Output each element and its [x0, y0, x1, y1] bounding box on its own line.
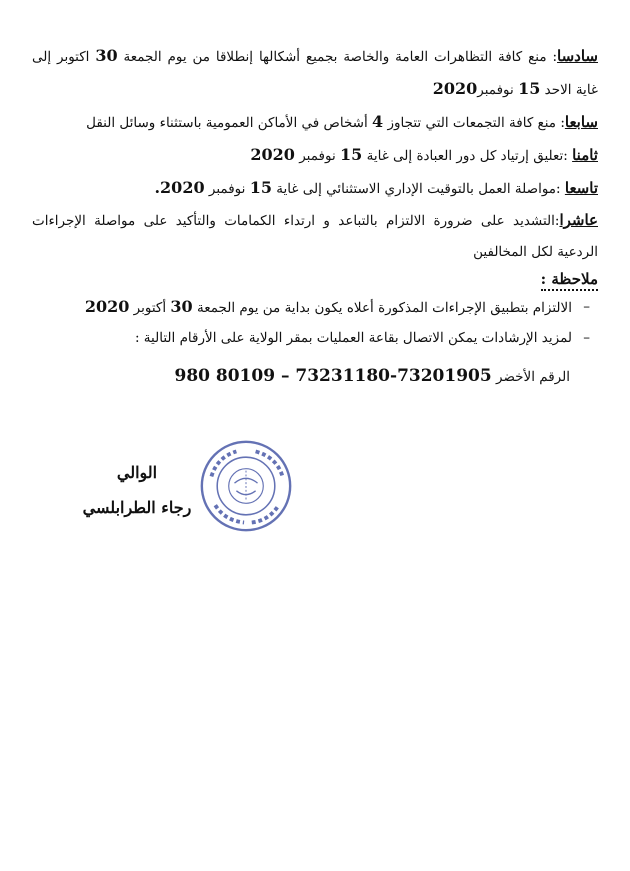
note-bullet-contact	[32, 323, 572, 353]
item-number: 2020.	[154, 178, 205, 197]
item-text: :مواصلة العمل بالتوقيت الإداري الاستثنائي إلى غاية	[271, 181, 565, 197]
item-sixth	[32, 40, 598, 106]
item-number: 30	[95, 46, 118, 65]
item-label: عاشرا	[559, 211, 598, 229]
item-tenth	[32, 205, 598, 268]
item-text: :تعليق إرتياد كل دور العبادة إلى غاية	[362, 148, 573, 164]
note-text: أكتوبر	[129, 300, 171, 316]
notes-title: ملاحظة :	[541, 270, 598, 291]
official-seal-icon	[198, 438, 294, 534]
item-text: اكتوبر إلى غاية الاحد	[32, 49, 598, 98]
signature-block	[82, 458, 192, 528]
note-text: الالتزام بتطبيق الإجراءات المذكورة أعلاه يكون بداية من يوم الجمعة	[192, 300, 572, 316]
item-ninth	[32, 172, 598, 205]
signature-title: الوالي	[116, 463, 158, 482]
item-text: : منع كافة التظاهرات العامة والخاصة بجميع أشكالها إنطلاقا من يوم الجمعة	[117, 49, 558, 65]
item-number: 15	[340, 145, 363, 164]
item-text: نوفمبر	[294, 148, 341, 164]
item-label: سابعا	[564, 113, 598, 131]
item-number: 15	[518, 79, 541, 98]
note-bullet-start-date	[32, 292, 572, 323]
item-text: : منع كافة التجمعات التي تتجاوز	[383, 115, 565, 131]
green-number-line	[32, 359, 570, 394]
item-label: تاسعا	[564, 179, 598, 197]
note-number: 30	[170, 297, 193, 316]
item-seventh	[32, 106, 598, 139]
signature-name: رجاء الطرابلسي	[82, 498, 192, 517]
notes-heading	[32, 270, 598, 288]
item-label: سادسا	[557, 47, 598, 65]
item-text: :التشديد على ضرورة الالتزام بالتباعد و ارتداء الكمامات والتأكيد على مواصلة الإجراءات الردعية لكل المخالفين	[32, 213, 598, 260]
item-label: ثامنا	[572, 146, 598, 164]
note-number: 2020	[84, 297, 130, 316]
item-text: أشخاص في الأماكن العمومية باستثناء وسائل النقل	[86, 115, 373, 131]
item-number: 4	[372, 112, 384, 131]
item-number: 2020	[250, 145, 295, 164]
item-number: 15	[249, 178, 272, 197]
item-eighth	[32, 139, 598, 172]
green-number-label: الرقم الأخضر	[491, 369, 570, 385]
note-text: لمزيد الإرشادات يمكن الاتصال بقاعة العمليات بمقر الولاية على الأرقام التالية :	[134, 330, 572, 346]
item-text: نوفمبر	[477, 82, 519, 98]
item-text: نوفمبر	[204, 181, 250, 197]
phone-numbers: 980 80109 – 73231180-73201905	[174, 366, 492, 386]
item-number: 2020	[432, 79, 478, 98]
